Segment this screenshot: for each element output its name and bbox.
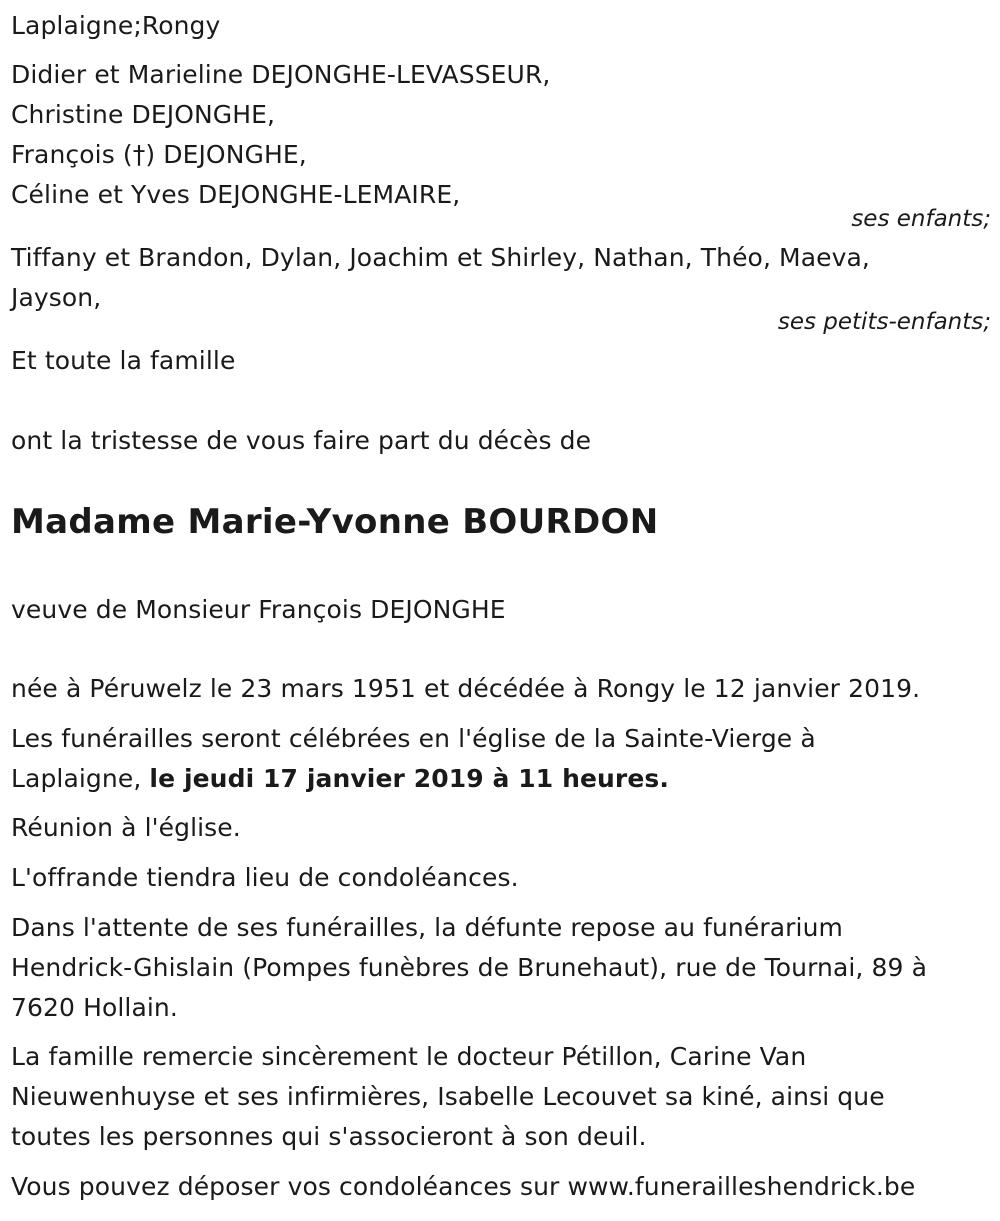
funeral-date-line: [11, 759, 669, 799]
funeral-line: Les funérailles seront célébrées en l'église de la Sainte-Vierge à: [11, 724, 816, 753]
child-line: Céline et Yves DEJONGHE-LEMAIRE,: [11, 180, 461, 209]
offering-text: L'offrande tiendra lieu de condoléances.: [11, 863, 519, 892]
grandchildren-label: ses petits-enfants;: [777, 309, 991, 335]
family-line: Et toute la famille: [11, 346, 236, 375]
repose-line: Dans l'attente de ses funérailles, la défunte repose au funérarium: [11, 913, 843, 942]
grandchild-line: Tiffany et Brandon, Dylan, Joachim et Shirley, Nathan, Théo, Maeva,: [11, 243, 870, 272]
child-line: François (†) DEJONGHE,: [11, 140, 307, 169]
repose-line: Hendrick-Ghislain (Pompes funèbres de Brunehaut), rue de Tournai, 89 à: [11, 953, 927, 982]
children-label: ses enfants;: [851, 206, 991, 232]
condolences-text: Vous pouvez déposer vos condoléances sur www.funerailleshendrick.be: [11, 1172, 916, 1201]
locality-header: Laplaigne;Rongy: [11, 11, 221, 40]
grandchild-line: Jayson,: [11, 283, 102, 312]
funeral-place: Laplaigne,: [11, 764, 150, 793]
birth-death-text: née à Péruwelz le 23 mars 1951 et décédée à Rongy le 12 janvier 2019.: [11, 674, 921, 703]
child-line: Christine DEJONGHE,: [11, 100, 276, 129]
child-line: Didier et Marieline DEJONGHE-LEVASSEUR,: [11, 60, 551, 89]
thanks-line: toutes les personnes qui s'associeront à son deuil.: [11, 1122, 647, 1151]
repose-line: 7620 Hollain.: [11, 993, 178, 1022]
meeting-text: Réunion à l'église.: [11, 813, 241, 842]
deceased-name: Madame Marie-Yvonne BOURDON: [11, 502, 659, 542]
announcement-text: ont la tristesse de vous faire part du décès de: [11, 426, 592, 455]
thanks-line: Nieuwenhuyse et ses infirmières, Isabelle Lecouvet sa kiné, ainsi que: [11, 1082, 885, 1111]
widow-of-text: veuve de Monsieur François DEJONGHE: [11, 595, 506, 624]
thanks-line: La famille remercie sincèrement le docteur Pétillon, Carine Van: [11, 1042, 807, 1071]
funeral-datetime: le jeudi 17 janvier 2019 à 11 heures.: [149, 764, 669, 793]
